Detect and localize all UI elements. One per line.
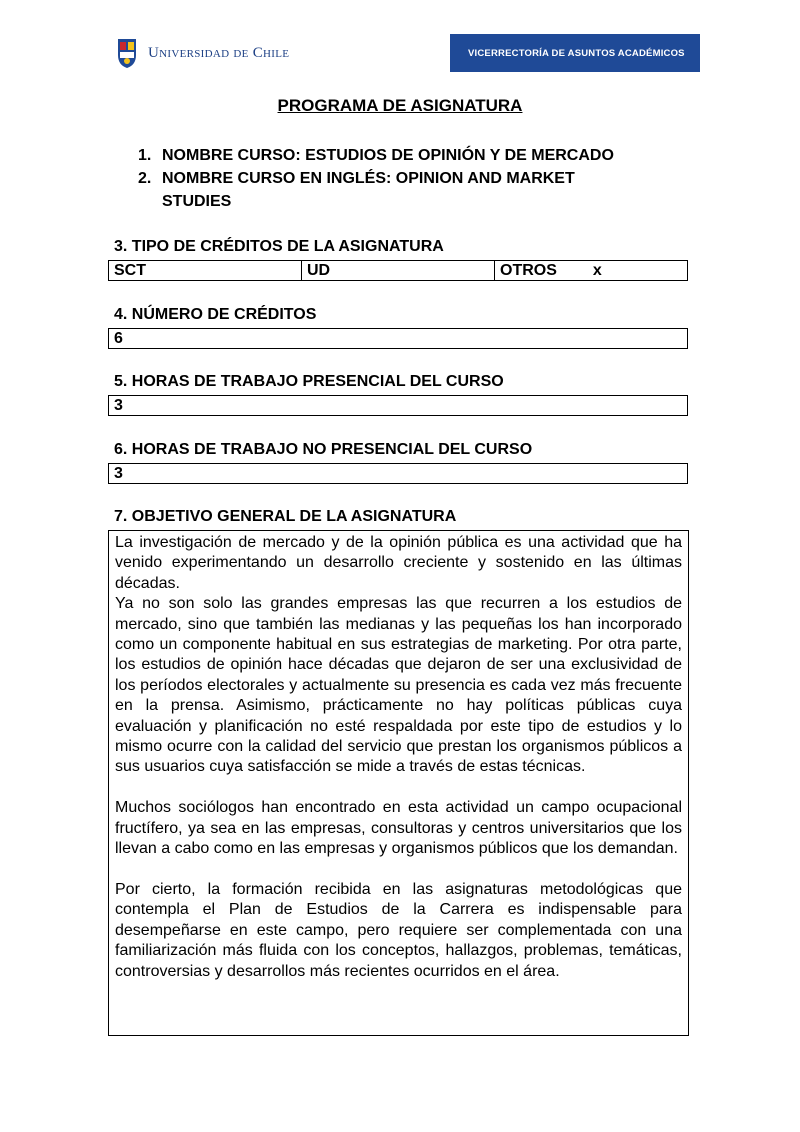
- credit-type-table: [108, 260, 688, 281]
- section-nonpresential-hours-title: 6. HORAS DE TRABAJO NO PRESENCIAL DEL CURSO: [114, 441, 533, 458]
- section-credit-type-title: 3. TIPO DE CRÉDITOS DE LA ASIGNATURA: [114, 238, 444, 255]
- credit-label-otros: OTROS: [500, 262, 557, 279]
- nonpresential-hours-box: 3: [108, 463, 688, 484]
- objective-paragraph: La investigación de mercado y de la opinión pública es una actividad que ha venido experimentando un desarrollo creciente y sostenido en las últimas décadas.: [115, 534, 682, 592]
- section-objective-title: 7. OBJETIVO GENERAL DE LA ASIGNATURA: [114, 508, 457, 525]
- objective-paragraph: Por cierto, la formación recibida en las asignaturas metodológicas que contempla el Plan de Estudios de la Carrera es indispensable para desempeñarse en este campo, pero requiere ser complementada con una familiarización más fluida con los conceptos, hallazgos, problemas, temáticas, controversias y desarrollos más recientes ocurridos en el área.: [115, 880, 682, 980]
- objective-paragraph: Ya no son solo las grandes empresas las que recurren a los estudios de mercado, sino que también las medianas y las pequeñas los han incorporado como un componente habitual en sus estrategias de marketing. Por otra parte, los estudios de opinión hace décadas que dejaron de ser una exclusividad de los períodos electorales y actualmente su presencia es cada vez más frecuente en la prensa. Asimismo, prácticamente no hay políticas públicas cuya evaluación y planificación no esté respaldada por este tipo de estudios y lo mismo ocurre con la calidad del servicio que prestan los organismos públicos a sus usuarios cuya satisfacción se mide a través de estas técnicas.: [115, 595, 682, 776]
- item-number: 2.: [138, 170, 152, 187]
- credits-value-box: 6: [108, 328, 688, 349]
- university-logo: [112, 34, 450, 72]
- university-name: Universidad de Chile: [148, 44, 290, 61]
- credit-cell-ud: UD: [302, 261, 495, 280]
- document-title: PROGRAMA DE ASIGNATURA: [277, 96, 523, 115]
- page-header: [112, 34, 700, 72]
- credit-cell-sct: SCT: [109, 261, 302, 280]
- list-item: [138, 167, 642, 213]
- vicerrectoria-band: [450, 34, 700, 72]
- list-item: [138, 144, 642, 167]
- course-name: NOMBRE CURSO: ESTUDIOS DE OPINIÓN Y DE MERCADO: [162, 147, 614, 164]
- section-presential-hours-title: 5. HORAS DE TRABAJO PRESENCIAL DEL CURSO: [114, 373, 504, 390]
- section-credits-title: 4. NÚMERO DE CRÉDITOS: [114, 306, 317, 323]
- vicerrectoria-label: VICERRECTORÍA DE ASUNTOS ACADÉMICOS: [468, 47, 685, 59]
- university-crest-icon: [116, 37, 138, 69]
- credit-cell-otros: [495, 261, 687, 280]
- objective-paragraph: Muchos sociólogos han encontrado en esta actividad un campo ocupacional fructífero, ya sea en las empresas, consultoras y centros universitarios que los llevan a cabo como en las empresas y organismos públicos que los demandan.: [115, 799, 682, 858]
- presential-hours-box: 3: [108, 395, 688, 416]
- objective-box: [108, 530, 689, 1036]
- credit-mark: x: [592, 262, 602, 279]
- item-number: 1.: [138, 147, 152, 164]
- course-name-list: [138, 144, 642, 213]
- course-name-english: NOMBRE CURSO EN INGLÉS: OPINION AND MARKET STUDIES: [162, 170, 575, 210]
